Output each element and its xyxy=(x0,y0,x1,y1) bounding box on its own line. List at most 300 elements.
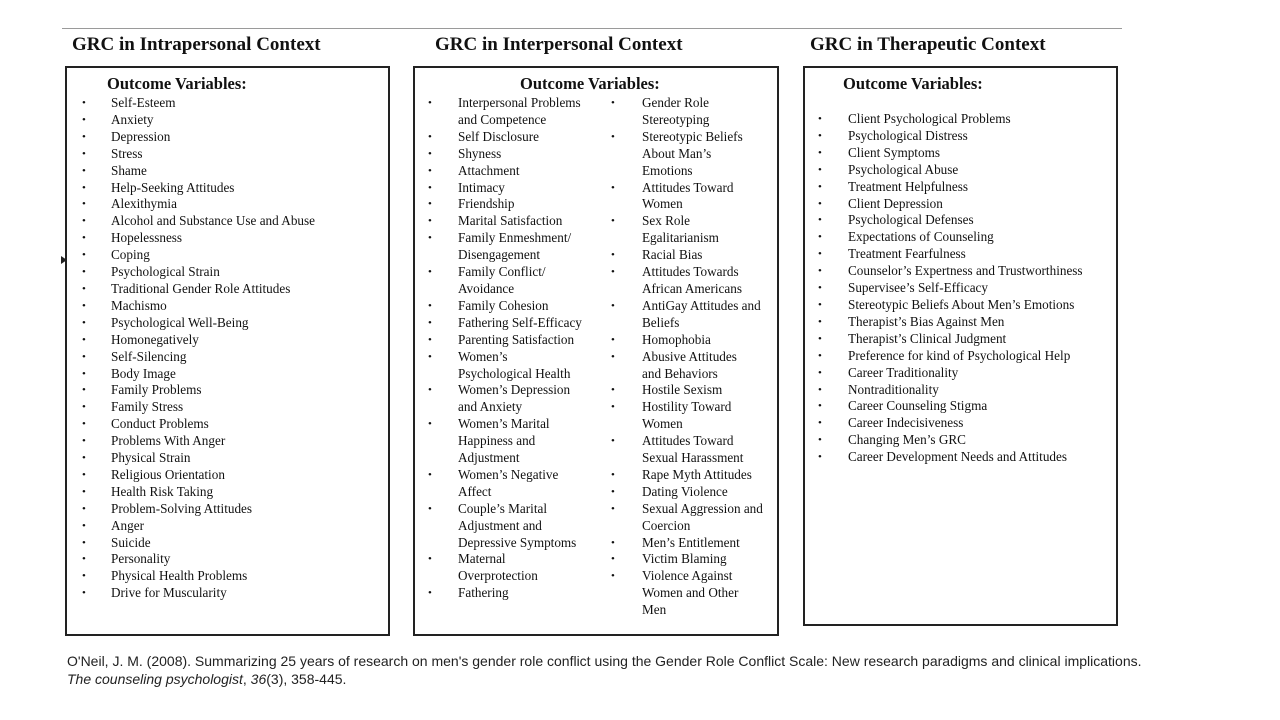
list-item-text: Career Development Needs and Attitudes xyxy=(848,449,1067,465)
bullet-icon: • xyxy=(818,197,822,210)
bullet-icon: • xyxy=(818,417,822,430)
bullet-icon: • xyxy=(818,298,822,311)
list-item xyxy=(67,399,387,416)
bullet-icon: • xyxy=(82,570,86,583)
list-item-text: Sexual Aggression and xyxy=(642,500,763,516)
list-item-text: and Anxiety xyxy=(458,399,523,415)
list-item-text: Shame xyxy=(111,162,147,178)
list-item xyxy=(67,196,387,213)
interpersonal-title: GRC in Interpersonal Context xyxy=(435,34,683,55)
list-item-text: Dating Violence xyxy=(642,483,728,499)
list-item-text: Gender Role xyxy=(642,95,710,110)
bullet-icon: • xyxy=(82,553,86,566)
list-item-text: Homophobia xyxy=(642,331,711,347)
list-item-text: and Behaviors xyxy=(642,365,718,381)
list-item xyxy=(67,450,387,467)
list-item xyxy=(805,111,1117,128)
list-item-text: Body Image xyxy=(111,365,176,381)
list-item xyxy=(598,264,778,298)
list-item-text: Women’s xyxy=(458,348,508,364)
list-item xyxy=(598,332,778,349)
bullet-icon: • xyxy=(428,333,432,346)
list-item xyxy=(415,315,605,332)
list-item-text: Attitudes Toward xyxy=(642,179,734,195)
list-item xyxy=(805,348,1117,365)
bullet-icon: • xyxy=(611,130,615,143)
list-item xyxy=(67,180,387,197)
list-item-text: Racial Bias xyxy=(642,247,703,263)
list-item-text: Beliefs xyxy=(642,314,680,330)
list-item xyxy=(67,281,387,298)
list-item-text: Hostile Sexism xyxy=(642,382,723,398)
list-item-text: Nontraditionality xyxy=(848,381,939,397)
list-item-text: Anxiety xyxy=(111,111,154,127)
bullet-icon: • xyxy=(818,129,822,142)
bullet-icon: • xyxy=(818,366,822,379)
list-item xyxy=(598,399,778,433)
list-item xyxy=(415,349,605,383)
list-item xyxy=(805,382,1117,399)
bullet-icon: • xyxy=(611,468,615,481)
list-item-text: Health Risk Taking xyxy=(111,483,214,499)
list-item xyxy=(805,263,1117,280)
bullet-icon: • xyxy=(82,485,86,498)
list-item-text: Treatment Fearfulness xyxy=(848,246,966,262)
bullet-icon: • xyxy=(82,384,86,397)
bullet-icon: • xyxy=(82,418,86,431)
bullet-icon: • xyxy=(818,332,822,345)
list-item-text: Career Traditionality xyxy=(848,364,959,380)
list-item-text: Religious Orientation xyxy=(111,466,225,482)
list-item-text: Help-Seeking Attitudes xyxy=(111,179,235,195)
bullet-icon: • xyxy=(82,587,86,600)
list-item-text: Marital Satisfaction xyxy=(458,213,563,229)
list-item xyxy=(67,484,387,501)
list-item-text: Women’s Depression xyxy=(458,382,571,398)
citation xyxy=(67,652,1147,688)
list-item xyxy=(67,535,387,552)
list-item-text: Couple’s Marital xyxy=(458,500,548,516)
bullet-icon: • xyxy=(82,249,86,262)
bullet-icon: • xyxy=(428,164,432,177)
list-item-text: Family Enmeshment/ xyxy=(458,230,572,246)
bullet-icon: • xyxy=(611,384,615,397)
citation-separator: , xyxy=(242,671,251,687)
bullet-icon: • xyxy=(82,333,86,346)
bullet-icon: • xyxy=(818,113,822,125)
bullet-icon: • xyxy=(82,401,86,414)
list-item-text: Therapist’s Clinical Judgment xyxy=(848,330,1007,346)
therapeutic-list xyxy=(805,111,1117,466)
list-item-text: Physical Health Problems xyxy=(111,568,248,584)
list-item-text: Physical Strain xyxy=(111,450,191,466)
list-item xyxy=(67,95,387,112)
citation-volume: 36 xyxy=(250,671,267,687)
intrapersonal-outcome-heading: Outcome Variables: xyxy=(107,74,247,93)
list-item xyxy=(805,246,1117,263)
bullet-icon: • xyxy=(818,282,822,295)
list-item-text: Adjustment and xyxy=(458,517,542,533)
bullet-icon: • xyxy=(818,163,822,176)
list-item xyxy=(67,315,387,332)
list-item-text: Disengagement xyxy=(458,247,541,263)
list-item xyxy=(598,382,778,399)
list-item xyxy=(805,145,1117,162)
list-item-text: Conduct Problems xyxy=(111,416,209,432)
list-item-text: Self Disclosure xyxy=(458,128,539,144)
list-item-text: Client Depression xyxy=(848,195,943,211)
bullet-icon: • xyxy=(428,350,432,363)
list-item xyxy=(598,298,778,332)
interpersonal-box xyxy=(413,66,779,636)
list-item-text: Fathering Self-Efficacy xyxy=(458,314,582,330)
bullet-icon: • xyxy=(428,468,432,481)
list-item xyxy=(805,449,1117,466)
list-item xyxy=(67,585,387,602)
bullet-icon: • xyxy=(82,164,86,177)
list-item-text: Problem-Solving Attitudes xyxy=(111,500,253,516)
list-item xyxy=(805,415,1117,432)
list-item-text: Shyness xyxy=(458,145,502,161)
bullet-icon: • xyxy=(428,181,432,194)
interpersonal-list-left xyxy=(415,95,605,602)
list-item xyxy=(415,146,605,163)
bullet-icon: • xyxy=(818,214,822,227)
list-item-text: Rape Myth Attitudes xyxy=(642,466,752,482)
bullet-icon: • xyxy=(611,333,615,346)
list-item xyxy=(805,398,1117,415)
list-item-text: Family Stress xyxy=(111,399,184,415)
list-item xyxy=(67,416,387,433)
bullet-icon: • xyxy=(611,181,615,194)
bullet-icon: • xyxy=(611,435,615,448)
bullet-icon: • xyxy=(818,248,822,261)
list-item xyxy=(67,332,387,349)
list-item-text: Psychological Defenses xyxy=(848,212,974,228)
list-item xyxy=(598,433,778,467)
list-item-text: Traditional Gender Role Attitudes xyxy=(111,280,291,296)
bullet-icon: • xyxy=(818,451,822,464)
bullet-icon: • xyxy=(611,502,615,515)
list-item xyxy=(67,298,387,315)
list-item xyxy=(415,230,605,264)
bullet-icon: • xyxy=(82,316,86,329)
bullet-icon: • xyxy=(82,147,86,160)
bullet-icon: • xyxy=(818,349,822,362)
list-item xyxy=(805,196,1117,213)
bullet-icon: • xyxy=(82,215,86,228)
list-item-text: Drive for Muscularity xyxy=(111,585,227,601)
bullet-icon: • xyxy=(428,553,432,566)
list-item xyxy=(415,163,605,180)
bullet-icon: • xyxy=(428,502,432,515)
list-item-text: Coping xyxy=(111,247,150,263)
list-item xyxy=(598,467,778,484)
list-item xyxy=(415,298,605,315)
intrapersonal-title: GRC in Intrapersonal Context xyxy=(72,34,321,55)
list-item-text: Men’s Entitlement xyxy=(642,534,740,550)
list-item-text: Psychological Abuse xyxy=(848,161,959,177)
bullet-icon: • xyxy=(611,536,615,549)
list-item-text: Adjustment xyxy=(458,450,520,466)
list-item xyxy=(67,146,387,163)
list-item-text: Depressive Symptoms xyxy=(458,534,577,550)
bullet-icon: • xyxy=(82,367,86,380)
list-item xyxy=(67,264,387,281)
list-item xyxy=(805,128,1117,145)
bullet-icon: • xyxy=(428,232,432,245)
list-item-text: Stereotyping xyxy=(642,111,710,127)
bullet-icon: • xyxy=(428,130,432,143)
list-item xyxy=(598,551,778,568)
list-item-text: AntiGay Attitudes and xyxy=(642,297,761,313)
intrapersonal-box xyxy=(65,66,390,636)
list-item-text: Parenting Satisfaction xyxy=(458,331,575,347)
list-item-text: Attitudes Towards xyxy=(642,264,739,280)
list-item xyxy=(805,280,1117,297)
list-item-text: Counselor’s Expertness and Trustworthiness xyxy=(848,263,1083,279)
list-item-text: Self-Silencing xyxy=(111,348,187,364)
bullet-icon: • xyxy=(82,299,86,312)
list-item xyxy=(598,213,778,247)
list-item-text: Stereotypic Beliefs xyxy=(642,128,743,144)
bullet-icon: • xyxy=(82,232,86,245)
bullet-icon: • xyxy=(428,418,432,431)
list-item-text: Women xyxy=(642,416,683,432)
list-item xyxy=(805,179,1117,196)
list-item-text: Preference for kind of Psychological Help xyxy=(848,347,1071,363)
bullet-icon: • xyxy=(818,400,822,413)
list-item-text: Women xyxy=(642,196,683,212)
list-item-text: Affect xyxy=(458,483,492,499)
list-item-text: Family Problems xyxy=(111,382,202,398)
list-item-text: Anger xyxy=(111,517,144,533)
list-item xyxy=(598,129,778,180)
list-item-text: Men xyxy=(642,602,667,618)
bullet-icon: • xyxy=(82,113,86,126)
bullet-icon: • xyxy=(428,198,432,211)
list-item xyxy=(598,349,778,383)
list-item-text: Family Cohesion xyxy=(458,297,549,313)
list-item xyxy=(67,230,387,247)
list-item-text: Overprotection xyxy=(458,568,538,584)
bullet-icon: • xyxy=(818,265,822,278)
list-item-text: Stereotypic Beliefs About Men’s Emotions xyxy=(848,296,1075,312)
list-item-text: Changing Men’s GRC xyxy=(848,432,966,448)
bullet-icon: • xyxy=(82,502,86,515)
list-item-text: Client Symptoms xyxy=(848,144,940,160)
list-item xyxy=(805,314,1117,331)
list-item-text: Abusive Attitudes xyxy=(642,348,737,364)
bullet-icon: • xyxy=(611,299,615,312)
list-item xyxy=(67,518,387,535)
list-item-text: Stress xyxy=(111,145,143,161)
list-item-text: Problems With Anger xyxy=(111,433,226,449)
list-item xyxy=(67,349,387,366)
bullet-icon: • xyxy=(818,383,822,396)
list-item-text: Violence Against xyxy=(642,568,733,584)
bullet-icon: • xyxy=(818,146,822,159)
list-item-text: Depression xyxy=(111,128,171,144)
list-item-text: Egalitarianism xyxy=(642,230,719,246)
list-item-text: Psychological Strain xyxy=(111,264,220,280)
bullet-icon: • xyxy=(818,231,822,244)
bullet-icon: • xyxy=(82,97,86,109)
list-item xyxy=(67,568,387,585)
list-item xyxy=(67,163,387,180)
list-item xyxy=(67,501,387,518)
list-item-text: Suicide xyxy=(111,534,151,550)
list-item-text: Psychological Distress xyxy=(848,127,968,143)
list-item xyxy=(67,213,387,230)
list-item-text: Psychological Well-Being xyxy=(111,314,249,330)
list-item-text: Client Psychological Problems xyxy=(848,111,1011,126)
list-item-text: and Competence xyxy=(458,111,547,127)
list-item xyxy=(805,331,1117,348)
list-item-text: Family Conflict/ xyxy=(458,264,546,280)
list-item-text: Sexual Harassment xyxy=(642,450,744,466)
list-item-text: Expectations of Counseling xyxy=(848,229,994,245)
list-item xyxy=(598,501,778,535)
bullet-icon: • xyxy=(611,401,615,414)
list-item xyxy=(598,247,778,264)
bullet-icon: • xyxy=(611,350,615,363)
list-item xyxy=(805,432,1117,449)
list-item xyxy=(415,332,605,349)
list-item-text: Coercion xyxy=(642,517,691,533)
top-rule xyxy=(62,28,1122,29)
list-item xyxy=(805,297,1117,314)
list-item-text: Sex Role xyxy=(642,213,690,229)
list-item xyxy=(415,213,605,230)
bullet-icon: • xyxy=(82,266,86,279)
therapeutic-box xyxy=(803,66,1118,626)
bullet-icon: • xyxy=(428,299,432,312)
list-item xyxy=(415,129,605,146)
list-item-text: Women and Other xyxy=(642,585,739,601)
list-item-text: Supervisee’s Self-Efficacy xyxy=(848,280,989,296)
citation-journal: The counseling psychologist xyxy=(67,671,243,687)
bullet-icon: • xyxy=(82,435,86,448)
list-item xyxy=(415,196,605,213)
list-item-text: Psychological Health xyxy=(458,365,571,381)
list-item-text: African Americans xyxy=(642,280,742,296)
therapeutic-outcome-heading: Outcome Variables: xyxy=(843,74,983,93)
list-item-text: Alcohol and Substance Use and Abuse xyxy=(111,213,315,229)
list-item xyxy=(415,180,605,197)
bullet-icon: • xyxy=(611,570,615,583)
list-item-text: Homonegatively xyxy=(111,331,199,347)
list-item-text: Women’s Negative xyxy=(458,466,559,482)
list-item-text: Career Counseling Stigma xyxy=(848,398,988,414)
bullet-icon: • xyxy=(82,130,86,143)
list-item xyxy=(805,365,1117,382)
list-item-text: Emotions xyxy=(642,162,693,178)
bullet-icon: • xyxy=(82,282,86,295)
bullet-icon: • xyxy=(428,587,432,600)
bullet-icon: • xyxy=(428,97,432,109)
list-item xyxy=(415,551,605,585)
bullet-icon: • xyxy=(82,198,86,211)
list-item-text: Victim Blaming xyxy=(642,551,727,567)
list-item xyxy=(598,95,778,129)
list-item xyxy=(67,467,387,484)
list-item xyxy=(67,247,387,264)
list-item xyxy=(805,229,1117,246)
list-item-text: Hostility Toward xyxy=(642,399,732,415)
list-item-text: Interpersonal Problems xyxy=(458,95,581,110)
bullet-icon: • xyxy=(82,452,86,465)
list-item-text: Maternal xyxy=(458,551,506,567)
list-item-text: Women’s Marital xyxy=(458,416,550,432)
list-item-text: Happiness and xyxy=(458,433,536,449)
list-item xyxy=(805,162,1117,179)
list-item-text: Alexithymia xyxy=(111,196,177,212)
bullet-icon: • xyxy=(82,468,86,481)
citation-text: O'Neil, J. M. (2008). Summarizing 25 years of research on men's gender role conflict using the Gender Role Conflict Scale: New research paradigms and clinical implications. xyxy=(67,653,1142,669)
bullet-icon: • xyxy=(428,266,432,279)
intrapersonal-list xyxy=(67,95,387,602)
interpersonal-outcome-heading: Outcome Variables: xyxy=(520,74,660,93)
list-item-text: Intimacy xyxy=(458,179,505,195)
bullet-icon: • xyxy=(428,147,432,160)
list-item-text: Machismo xyxy=(111,297,167,313)
bullet-icon: • xyxy=(818,315,822,328)
list-item-text: Career Indecisiveness xyxy=(848,415,964,431)
list-item-text: Therapist’s Bias Against Men xyxy=(848,313,1005,329)
list-item xyxy=(415,264,605,298)
bullet-icon: • xyxy=(428,215,432,228)
list-item xyxy=(415,416,605,467)
list-item xyxy=(415,382,605,416)
list-item-text: Self-Esteem xyxy=(111,95,176,110)
citation-pages: (3), 358-445. xyxy=(266,671,347,687)
list-item xyxy=(415,585,605,602)
list-item-text: Hopelessness xyxy=(111,230,183,246)
list-item xyxy=(67,551,387,568)
list-item xyxy=(598,484,778,501)
interpersonal-list-right xyxy=(598,95,778,619)
list-item xyxy=(415,95,605,129)
list-item-text: Treatment Helpfulness xyxy=(848,178,969,194)
list-item-text: Avoidance xyxy=(458,280,515,296)
bullet-icon: • xyxy=(611,485,615,498)
list-item-text: Personality xyxy=(111,551,171,567)
bullet-icon: • xyxy=(82,536,86,549)
list-item xyxy=(598,535,778,552)
bullet-icon: • xyxy=(428,316,432,329)
bullet-icon: • xyxy=(818,180,822,193)
bullet-icon: • xyxy=(428,384,432,397)
list-item-text: Fathering xyxy=(458,585,509,601)
list-item xyxy=(415,501,605,552)
list-item-text: Attitudes Toward xyxy=(642,433,734,449)
list-item xyxy=(67,129,387,146)
list-item xyxy=(598,568,778,619)
bullet-icon: • xyxy=(82,350,86,363)
bullet-icon: • xyxy=(611,249,615,262)
bullet-icon: • xyxy=(611,266,615,279)
bullet-icon: • xyxy=(611,215,615,228)
list-item xyxy=(67,382,387,399)
list-item xyxy=(67,112,387,129)
bullet-icon: • xyxy=(818,434,822,447)
list-item xyxy=(415,467,605,501)
list-item-text: Friendship xyxy=(458,196,515,212)
list-item xyxy=(598,180,778,214)
therapeutic-title: GRC in Therapeutic Context xyxy=(810,34,1046,55)
list-item-text: Attachment xyxy=(458,162,520,178)
